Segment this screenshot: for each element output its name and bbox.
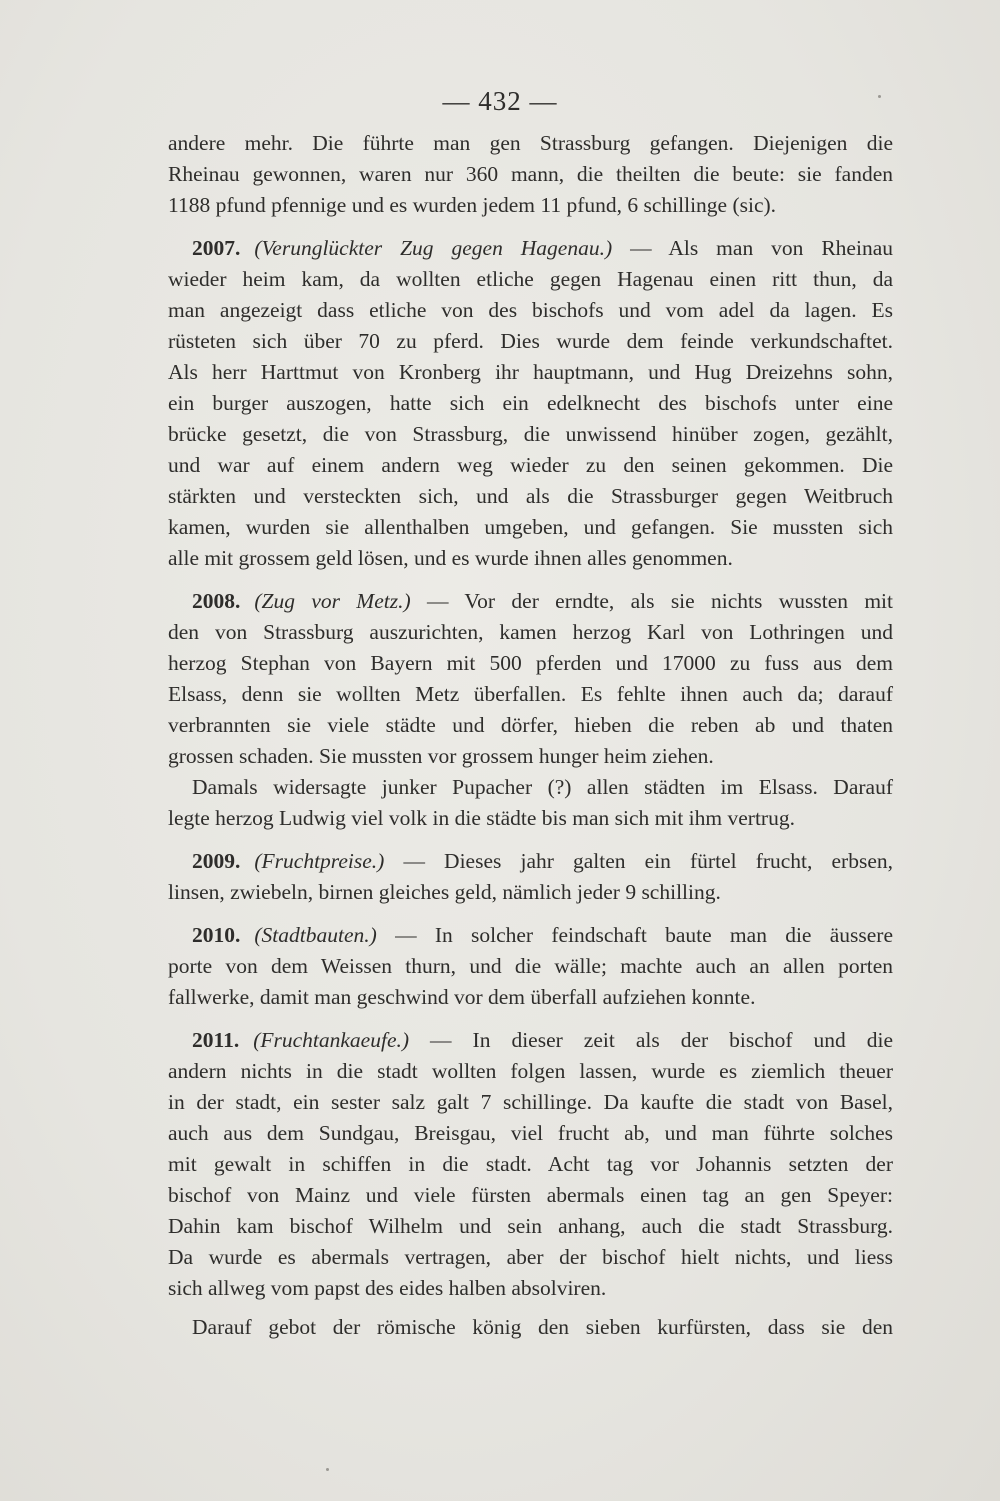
- section-heading: (Fruchtankaeufe.): [253, 1028, 410, 1052]
- text-line: sich allweg vom papst des eides halben absolviren.: [168, 1276, 607, 1300]
- text-line: Dahin kam bischof Wilhelm und sein anhang, auch die stadt Strassburg.: [168, 1214, 893, 1238]
- text-line: Darauf gebot der römische könig den sieben kurfürsten, dass sie den: [192, 1315, 893, 1339]
- text-line: mit gewalt in schiffen in die stadt. Acht tag vor Johannis setzten der: [168, 1152, 893, 1176]
- paper-speck: [878, 95, 881, 98]
- text-line: stärkten und versteckten sich, und als die Strassburger gegen Weitbruch: [168, 484, 893, 508]
- section-number: 2007.: [192, 236, 241, 260]
- page-number: — 432 —: [442, 86, 558, 116]
- section-number: 2011.: [192, 1028, 240, 1052]
- section-2009-first-line: [168, 846, 893, 877]
- paper-speck: [326, 1468, 329, 1471]
- section-number: 2008.: [192, 589, 241, 613]
- text-line: kamen, wurden sie allenthalben umgeben, und gefangen. Sie mussten sich: [168, 515, 893, 539]
- section-heading: (Stadtbauten.): [254, 923, 377, 947]
- text-line: Damals widersagte junker Pupacher (?) allen städten im Elsass. Darauf: [192, 775, 893, 799]
- text-line: herzog Stephan von Bayern mit 500 pferden und 17000 zu fuss aus dem: [168, 651, 893, 675]
- text-line: ein burger auszogen, hatte sich ein edelknecht des bischofs unter eine: [168, 391, 893, 415]
- text-line: rüsteten sich über 70 zu pferd. Dies wurde dem feinde verkundschaftet.: [168, 329, 893, 353]
- text-line: Elsass, denn sie wollten Metz überfallen. Es fehlte ihnen auch da; darauf: [168, 682, 893, 706]
- text-line: den von Strassburg auszurichten, kamen herzog Karl von Lothringen und: [168, 620, 893, 644]
- text-line: 1188 pfund pfennige und es wurden jedem 11 pfund, 6 schillinge (sic).: [168, 193, 777, 217]
- text-line: brücke gesetzt, die von Strassburg, die unwissend hinüber zogen, gezählt,: [168, 422, 893, 446]
- section-text: — Dieses jahr galten ein fürtel frucht, erbsen,: [403, 849, 893, 873]
- text-line: legte herzog Ludwig viel volk in die städte bis man sich mit ihm vertrug.: [168, 806, 795, 830]
- section-text: — Vor der erndte, als sie nichts wussten mit: [426, 589, 893, 613]
- text-line: andere mehr. Die führte man gen Strassburg gefangen. Diejenigen die: [168, 131, 893, 155]
- text-line: wieder heim kam, da wollten etliche gegen Hagenau einen ritt thun, da: [168, 267, 893, 291]
- section-2008-first-line: [168, 586, 893, 617]
- text-line: andern nichts in die stadt wollten folgen lassen, wurde es ziemlich theuer: [168, 1059, 893, 1083]
- text-line: Als herr Harttmut von Kronberg ihr hauptmann, und Hug Dreizehns sohn,: [168, 360, 893, 384]
- text-line: bischof von Mainz und viele fürsten abermals einen tag an gen Speyer:: [168, 1183, 893, 1207]
- text-line: Rheinau gewonnen, waren nur 360 mann, die theilten die beute: sie fanden: [168, 162, 893, 186]
- text-line: man angezeigt dass etliche von des bischofs und vom adel da lagen. Es: [168, 298, 893, 322]
- text-line: fallwerke, damit man geschwind vor dem überfall aufziehen konnte.: [168, 985, 756, 1009]
- section-text: — Als man von Rheinau: [630, 236, 893, 260]
- section-2011-first-line: [168, 1025, 893, 1056]
- text-line: grossen schaden. Sie mussten vor grossem hunger heim ziehen.: [168, 744, 714, 768]
- section-heading: (Zug vor Metz.): [254, 589, 411, 613]
- section-2007-first-line: [168, 233, 893, 264]
- text-line: alle mit grossem geld lösen, und es wurde ihnen alles genommen.: [168, 546, 733, 570]
- section-heading: (Fruchtpreise.): [254, 849, 385, 873]
- text-line: linsen, zwiebeln, birnen gleiches geld, nämlich jeder 9 schilling.: [168, 880, 721, 904]
- text-line: auch aus dem Sundgau, Breisgau, viel frucht ab, und man führte solches: [168, 1121, 893, 1145]
- section-number: 2009.: [192, 849, 241, 873]
- section-text: — In solcher feindschaft baute man die äussere: [395, 923, 893, 947]
- text-line: in der stadt, ein sester salz galt 7 schillinge. Da kaufte die stadt von Basel,: [168, 1090, 893, 1114]
- section-text: — In dieser zeit als der bischof und die: [430, 1028, 894, 1052]
- text-line: porte von dem Weissen thurn, und die wälle; machte auch an allen porten: [168, 954, 893, 978]
- section-number: 2010.: [192, 923, 241, 947]
- text-line: verbrannten sie viele städte und dörfer, hieben die reben ab und thaten: [168, 713, 893, 737]
- text-line: Da wurde es abermals vertragen, aber der bischof hielt nichts, und liess: [168, 1245, 893, 1269]
- section-2010-first-line: [168, 920, 893, 951]
- text-line: und war auf einem andern weg wieder zu den seinen gekommen. Die: [168, 453, 893, 477]
- section-heading: (Verunglückter Zug gegen Hagenau.): [254, 236, 613, 260]
- body-text: [168, 128, 893, 1343]
